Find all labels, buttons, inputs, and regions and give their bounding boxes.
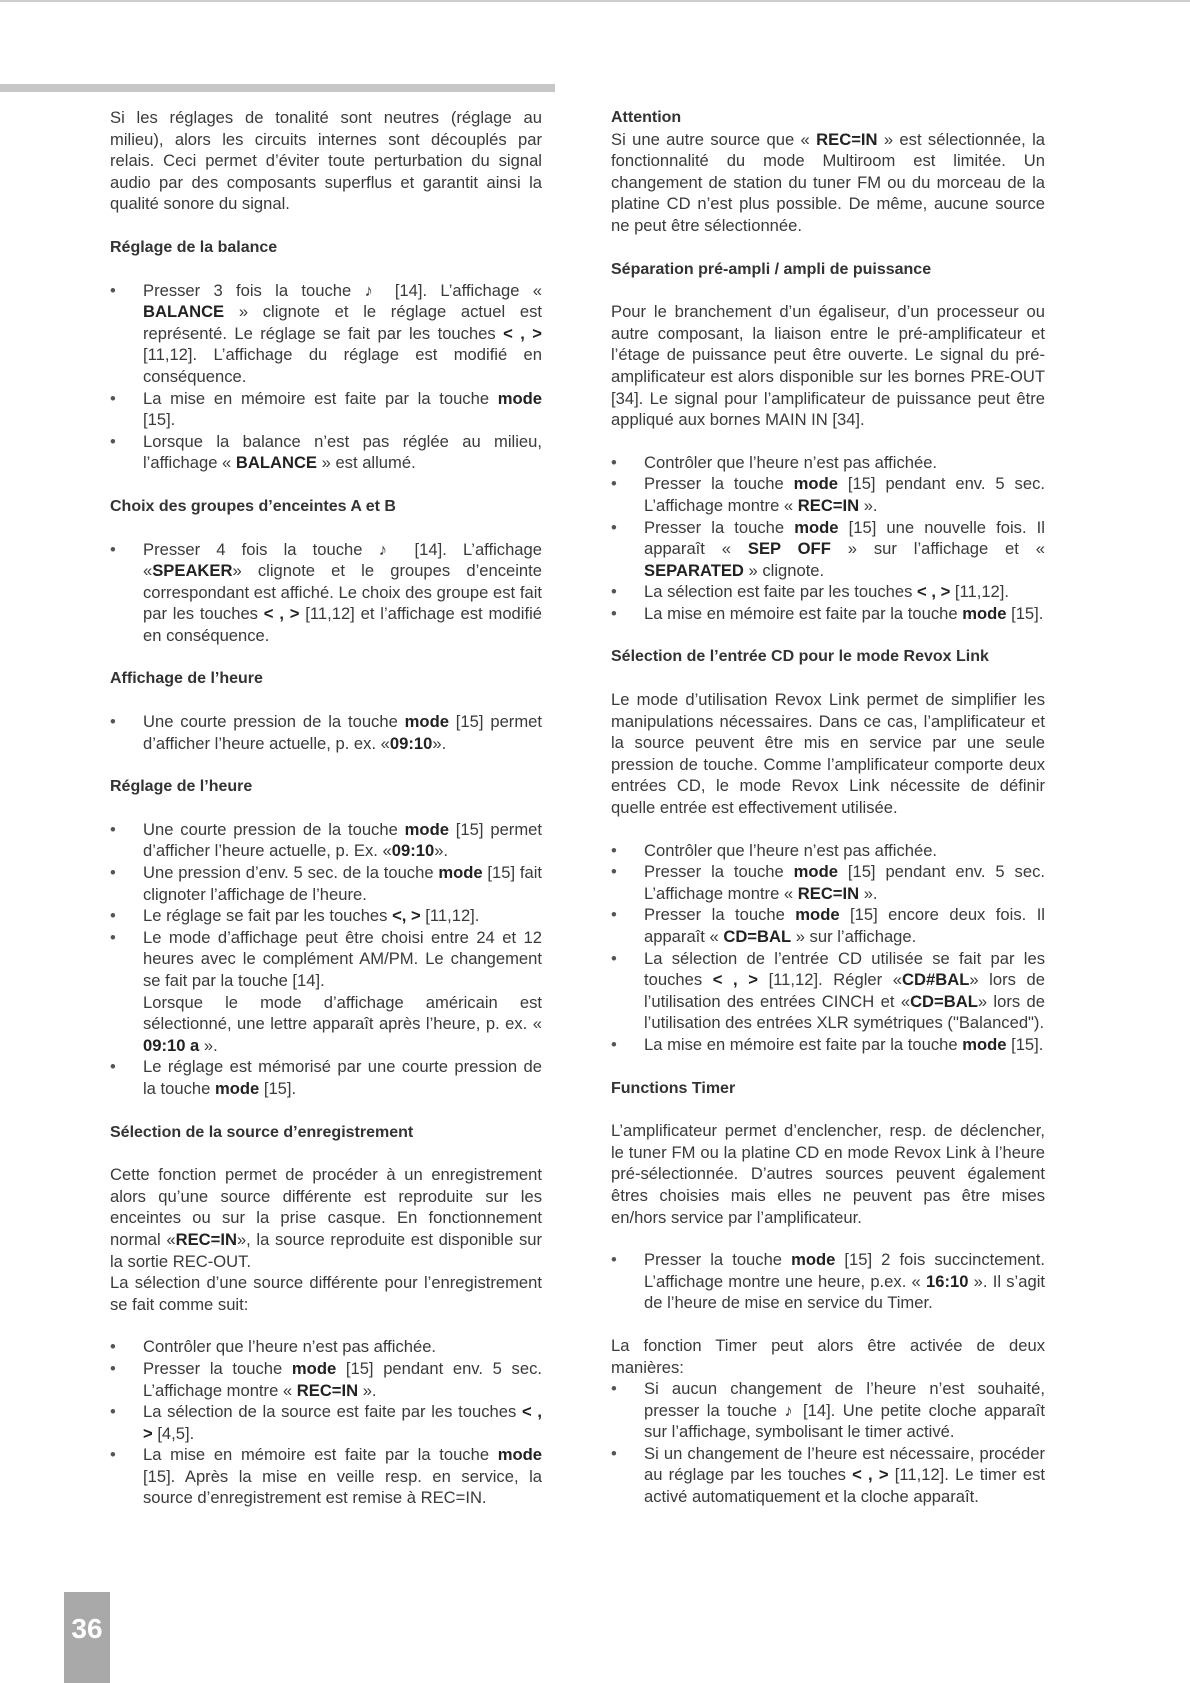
list-item: • Une courte pression de la touche mode [15] permet d’afficher l’heure actuelle, p. ex. «09:10».	[110, 711, 542, 754]
right-column	[611, 107, 1045, 1508]
separation-paragraph: Pour le branchement d’un égaliseur, d’un processeur ou autre composant, la liaison entre le pré-amplificateur et l’étage de puissance peut être ouverte. Le signal du pré-amplificateur est alors disponible sur les bornes PRE-OUT [34]. Le signal pour l’amplificateur de puissance peut être appliqué aux bornes MAIN IN [34].	[611, 302, 1045, 430]
list-item: • La sélection de l’entrée CD utilisée se fait par les touches < , > [11,12]. Régler «CD#BAL» lors de l’utilisation des entrées CINCH et «CD=BAL» lors de l’utilisation des entrées XLR symétriques ("Balanced").	[611, 948, 1045, 1034]
list-item: • Presser la touche mode [15] encore deux fois. Il apparaît « CD=BAL » sur l’affichage.	[611, 904, 1045, 947]
attention-paragraph: Si une autre source que « REC=IN » est sélectionnée, la fonctionnalité du mode Multiroom est limitée. Un changement de station du tuner FM ou du morceau de la platine CD n’est plus possible. De même, aucune source ne peut être sélectionnée.	[611, 129, 1045, 235]
list-item: • Le mode d’affichage peut être choisi entre 24 et 12 heures avec le complément AM/PM. Le changement se fait par la touche [14]. Lorsque le mode d’affichage américain est sélectionné, une lettre apparaît après l’heure, p. ex. « 09:10 a ».	[110, 927, 542, 1057]
timer-heading: Functions Timer	[611, 1079, 736, 1097]
cd-input-heading: Sélection de l’entrée CD pour le mode Revox Link	[611, 648, 989, 666]
page-number: 36	[64, 1592, 110, 1683]
attention-heading: Attention	[611, 109, 682, 126]
timer-paragraph-2: La fonction Timer peut alors être activée de deux manières:	[611, 1335, 1045, 1377]
list-item: • Une courte pression de la touche mode [15] permet d’afficher l’heure actuelle, p. Ex. «09:10».	[110, 819, 542, 862]
list-item: • Presser la touche mode [15] 2 fois succinctement. L’affichage montre une heure, p.ex. « 16:10 ». Il s’agit de l’heure de mise en service du Timer.	[611, 1249, 1045, 1314]
time-display-heading: Affichage de l’heure	[110, 670, 263, 688]
time-setting-heading: Réglage de l’heure	[110, 778, 253, 796]
left-column	[110, 107, 542, 1509]
list-item: • Presser la touche mode [15] une nouvelle fois. Il apparaît « SEP OFF » sur l’affichage et « SEPARATED » clignote.	[611, 517, 1045, 582]
time-setting-list	[110, 819, 542, 1100]
timer-paragraph: L’amplificateur permet d’enclencher, resp. de déclencher, le tuner FM ou la platine CD en mode Revox Link à l’heure pré-sélectionnée. D’autres sources peuvent également êtres choisies mais elles ne peuvent pas être mises en/hors service par l’amplificateur.	[611, 1121, 1045, 1227]
list-item: • Presser la touche mode [15] pendant env. 5 sec. L’affichage montre « REC=IN ».	[611, 861, 1045, 904]
balance-heading: Réglage de la balance	[110, 238, 278, 256]
record-source-heading: Sélection de la source d’enregistrement	[110, 1123, 414, 1141]
list-item: • La sélection de la source est faite par les touches < , > [4,5].	[110, 1401, 542, 1444]
speakers-heading: Choix des groupes d’enceintes A et B	[110, 497, 396, 515]
list-item: • Presser 3 fois la touche ♪ [14]. L’affichage « BALANCE » clignote et le réglage actuel est représenté. Le réglage se fait par les touches < , > [11,12]. L’affichage du réglage est modifié en conséquence.	[110, 280, 542, 388]
timer-list	[611, 1249, 1045, 1314]
list-item: • Le réglage est mémorisé par une courte pression de la touche mode [15].	[110, 1056, 542, 1099]
list-item: • Presser 4 fois la touche ♪ [14]. L’affichage «SPEAKER» clignote et le groupes d’enceinte correspondant est affiché. Le choix des groupe est fait par les touches < , > [11,12] et l’affichage est modifié en conséquence.	[110, 539, 542, 647]
top-rule	[0, 0, 1190, 2]
header-bar	[0, 84, 555, 92]
list-item: • Contrôler que l’heure n’est pas affichée.	[611, 840, 1045, 862]
intro-paragraph: Si les réglages de tonalité sont neutres (réglage au milieu), alors les circuits internes sont découplés par relais. Ceci permet d’éviter toute perturbation du signal audio par des composants superflus et garantit ainsi la qualité sonore du signal.	[110, 108, 542, 214]
list-item: • La mise en mémoire est faite par la touche mode [15].	[611, 603, 1045, 625]
time-display-list	[110, 711, 542, 754]
list-item: • Le réglage se fait par les touches <, > [11,12].	[110, 905, 542, 927]
list-item: • La mise en mémoire est faite par la touche mode [15].	[110, 388, 542, 431]
list-item: • Contrôler que l’heure n’est pas affichée.	[611, 452, 1045, 474]
cd-input-paragraph: Le mode d’utilisation Revox Link permet de simplifier les manipulations nécessaires. Dans ce cas, l’amplificateur et la source peuvent être mis en service par une seule pression de touche. Comme l’amplificateur comporte deux entrées CD, le mode Revox Link nécessite de définir quelle entrée est effectivement utilisée.	[611, 690, 1045, 818]
list-item: • La mise en mémoire est faite par la touche mode [15]. Après la mise en veille resp. en service, la source d’enregistrement est remise à REC=IN.	[110, 1444, 542, 1509]
list-item: • Contrôler que l’heure n’est pas affichée.	[110, 1336, 542, 1358]
list-item: • Presser la touche mode [15] pendant env. 5 sec. L’affichage montre « REC=IN ».	[110, 1358, 542, 1401]
separation-list	[611, 452, 1045, 625]
record-source-paragraph-2: La sélection d’une source différente pour l’enregistrement se fait comme suit:	[110, 1273, 542, 1314]
list-item: • Une pression d’env. 5 sec. de la touche mode [15] fait clignoter l’affichage de l’heure.	[110, 862, 542, 905]
list-item: • Si aucun changement de l’heure n’est souhaité, presser la touche ♪ [14]. Une petite cloche apparaît sur l’affichage, symbolisant le timer activé.	[611, 1378, 1045, 1443]
list-item: • La mise en mémoire est faite par la touche mode [15].	[611, 1034, 1045, 1056]
cd-input-list	[611, 840, 1045, 1056]
speakers-list	[110, 539, 542, 647]
list-item: • La sélection est faite par les touches < , > [11,12].	[611, 581, 1045, 603]
list-item: • Presser la touche mode [15] pendant env. 5 sec. L’affichage montre « REC=IN ».	[611, 473, 1045, 516]
timer-options-list	[611, 1378, 1045, 1508]
list-item: • Lorsque la balance n’est pas réglée au milieu, l’affichage « BALANCE » est allumé.	[110, 431, 542, 474]
separation-heading: Séparation pré-ampli / ampli de puissance	[611, 260, 932, 278]
record-source-list	[110, 1336, 542, 1509]
list-item: • Si un changement de l’heure est nécessaire, procéder au réglage par les touches < , > [11,12]. Le timer est activé automatiquement et la cloche apparaît.	[611, 1443, 1045, 1508]
record-source-paragraph: Cette fonction permet de procéder à un enregistrement alors qu’une source différente est reproduite sur les enceintes ou sur la prise casque. En fonctionnement normal «REC=IN», la source reproduite est disponible sur la sortie REC-OUT.	[110, 1165, 543, 1271]
balance-list	[110, 280, 542, 474]
